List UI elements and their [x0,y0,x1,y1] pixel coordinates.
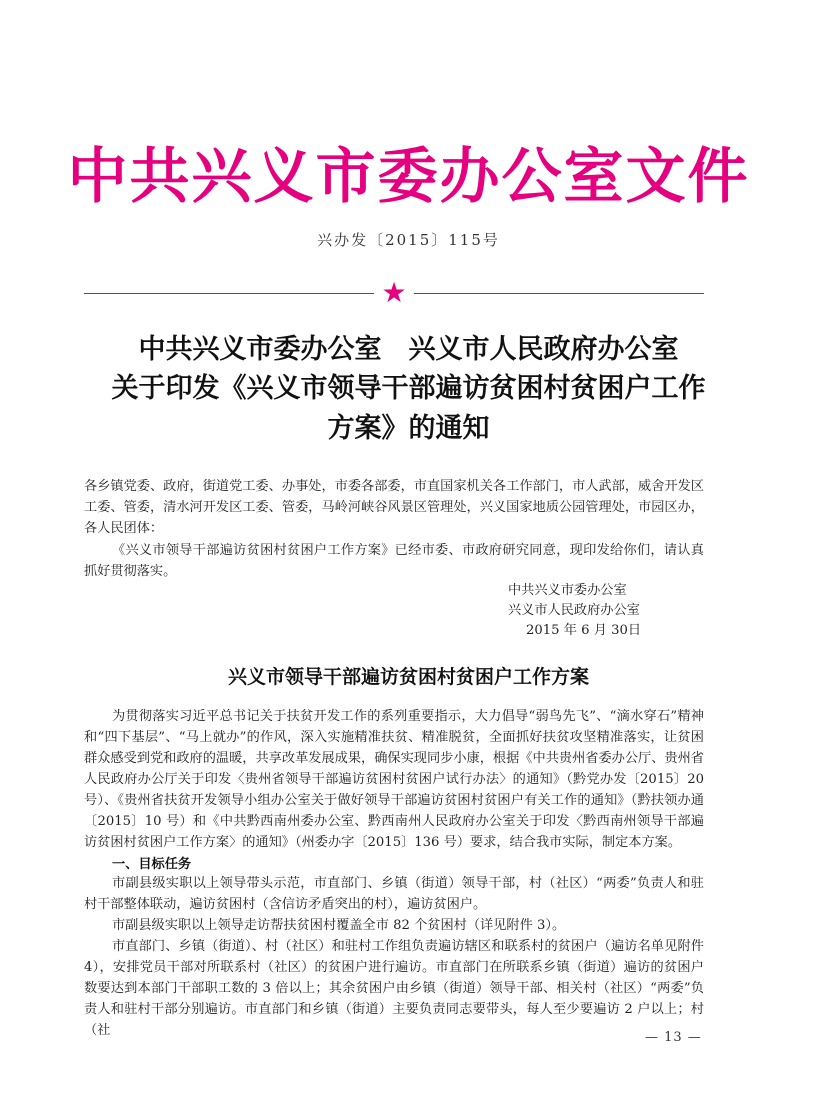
red-divider-right [414,293,704,294]
section-heading: 一、目标任务 [112,857,192,872]
issue-date: 2015 年 6 月 30日 [526,623,642,638]
document-number: 兴办发〔2015〕115号 [317,231,500,249]
plan-intro: 为贯彻落实习近平总书记关于扶贫开发工作的系列重要指示，大力倡导“弱鸟先飞”、“滴水穿石”精神和“四下基层”、“马上就办”的作风，深入实施精准扶贫、精准脱贫，全面抓好扶贫攻坚精准落实，让贫困群众感受到党和政府的温暖，共享改革发展成果，确保实现同步小康，根据《中共贵州省委办公厅、贵州省人民政府办公厅关于印发〈贵州省领导干部遍访贫困村贫困户试行办法〉的通知》（黔党办发〔2015〕20 号）、《贵州省扶贫开发领导小组办公室关于做好领导干部遍访贫困村贫困户有关工作的通知》（黔扶领办通〔2015〕10 号）和《中共黔西南州委办公室、黔西南州人民政府办公室关于印发〈黔西南州领导干部遍访贫困村贫困户工作方案〉的通知》（州委办字〔2015〕136 号）要求，结合我市实际，制定本方案。 [84,709,704,850]
signer-party-office: 中共兴义市委办公室 [508,583,627,598]
page-number: — 13 — [645,1030,702,1045]
notice-title-line-1: 中共兴义市委办公室 兴义市人民政府办公室 [138,334,679,365]
plan-paragraph: 市直部门、乡镇（街道）、村（社区）和驻村工作组负责遍访辖区和联系村的贫困户（遍访名单见附件 4），安排党员干部对所联系村（社区）的贫困户进行遍访。市直部门在所联系乡镇（街道）遍访的贫困户数要达到本部门干部职工数的 3 倍以上；其余贫困户由乡镇（街道）领导干部、相关村（社区）“两委”负责人和驻村干部分别遍访。市直部门和乡镇（街道）主要负责同志要带头，每人至少要遍访 2 户以上；村（社 [84,939,704,1038]
recipients: 各乡镇党委、政府，街道党工委、办事处，市委各部委，市直国家机关各工作部门，市人武部，威舍开发区工委、管委，清水河开发区工委、管委，马岭河峡谷风景区管理处，兴义国家地质公园管理处，市园区办，各人民团体： [84,479,704,536]
signer-government-office: 兴义市人民政府办公室 [508,603,640,618]
plan-paragraph: 市副县级实职以上领导带头示范，市直部门、乡镇（街道）领导干部，村（社区）“两委”负责人和驻村干部整体联动，遍访贫困村（含信访矛盾突出的村），遍访贫困户。 [84,876,704,912]
red-divider-left [84,293,374,294]
notice-title-line-2: 关于印发《兴义市领导干部遍访贫困村贫困户工作 [111,373,706,404]
plan-title: 兴义市领导干部遍访贫困村贫困户工作方案 [227,666,589,688]
plan-paragraph: 市副县级实职以上领导走访帮扶贫困村覆盖全市 82 个贫困村（详见附件 3）。 [112,918,566,933]
masthead-title: 中共兴义市委办公室文件 [67,142,750,212]
notice-title-line-3: 方案》的通知 [327,413,490,444]
notice-body: 《兴义市领导干部遍访贫困村贫困户工作方案》已经市委、市政府研究同意，现印发给你们，请认真抓好贯彻落实。 [84,543,704,579]
star-icon: ★ [381,276,407,309]
